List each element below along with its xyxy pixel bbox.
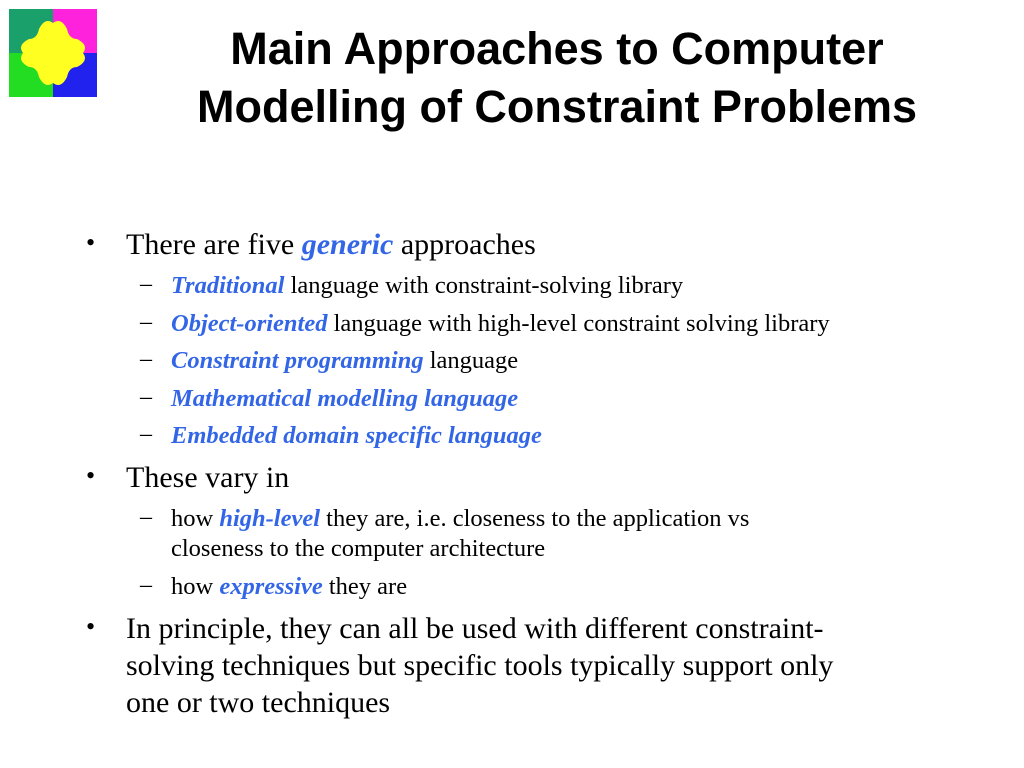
dash-icon: –: [140, 271, 152, 297]
subitem-object-oriented: Object-oriented language with high-level constraint solving library: [171, 310, 830, 337]
bullet-1: There are five generic approaches: [126, 228, 536, 261]
bullet-2: These vary in: [126, 461, 290, 494]
bullet-dot-icon: •: [86, 461, 96, 490]
subitem-mathematical-modelling: Mathematical modelling language: [171, 385, 519, 412]
dash-icon: –: [140, 421, 152, 447]
subitem-high-level-continuation: closeness to the computer architecture: [171, 535, 546, 562]
subitem-traditional: Traditional language with constraint-solving library: [171, 272, 684, 299]
subitem-embedded-dsl: Embedded domain specific language: [171, 422, 542, 449]
bullet-dot-icon: •: [86, 612, 96, 641]
subitem-constraint-programming: Constraint programming language: [171, 347, 519, 374]
dash-icon: –: [140, 309, 152, 335]
dash-icon: –: [140, 346, 152, 372]
title-line-2: Modelling of Constraint Problems: [196, 81, 918, 132]
title-line-1: Main Approaches to Computer: [230, 23, 884, 74]
subitem-expressive: how expressive they are: [171, 573, 408, 600]
dash-icon: –: [140, 504, 152, 530]
bullet-dot-icon: •: [86, 228, 96, 257]
bullet-3-line-1: In principle, they can all be used with different constraint-: [126, 612, 824, 645]
bullet-3-line-2: solving techniques but specific tools typically support only: [126, 649, 834, 682]
dash-icon: –: [140, 572, 152, 598]
dash-icon: –: [140, 384, 152, 410]
emphasis-generic: generic: [301, 228, 394, 261]
subitem-high-level: how high-level they are, i.e. closeness to the application vs: [171, 505, 750, 532]
bullet-3-line-3: one or two techniques: [126, 686, 391, 719]
